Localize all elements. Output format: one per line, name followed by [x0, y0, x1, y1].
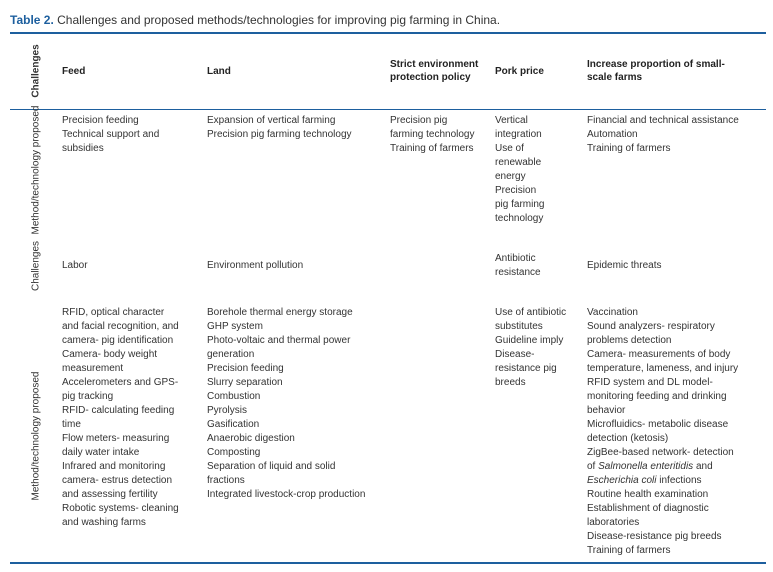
cell-line: time	[62, 419, 81, 430]
row-label-method-1: Method/technology proposed	[30, 105, 42, 235]
cell-line: renewable	[495, 157, 542, 168]
cell-line: breeds	[495, 377, 526, 388]
cell-line: camera- estrus detection	[62, 475, 173, 486]
cell-line: Use of	[495, 143, 524, 154]
text-infections: infections	[656, 475, 702, 486]
cell-line: Pyrolysis	[207, 405, 248, 416]
cell-line: and washing farms	[62, 517, 146, 528]
cell-line: problems detection	[587, 335, 672, 346]
cell-line: Disease-	[495, 349, 535, 360]
cell-line: Flow meters- measuring	[62, 433, 170, 444]
cell-line: Sound analyzers- respiratory	[587, 321, 715, 332]
header-feed: Feed	[62, 66, 86, 77]
cell-line: Microfluidics- metabolic disease	[587, 419, 729, 430]
cell-line: and assessing fertility	[62, 489, 158, 500]
cell-line: Precision pig farming technology	[207, 129, 352, 140]
cell-line: RFID, optical character	[62, 307, 165, 318]
row-label-method-2: Method/technology proposed	[30, 371, 42, 501]
cell-line: behavior	[587, 405, 626, 416]
cell-row3-feed	[62, 306, 179, 530]
text-of: of	[587, 461, 599, 472]
header-line: protection policy	[390, 72, 471, 83]
cell-row1-strict	[390, 114, 475, 156]
cell-line: Integrated livestock-crop production	[207, 489, 366, 500]
cell-row2-feed: Labor	[62, 260, 88, 271]
cell-line: Infrared and monitoring	[62, 461, 166, 472]
table-caption	[10, 13, 500, 27]
header-line: Strict environment	[390, 59, 479, 70]
cell-line: monitoring feeding and drinking	[587, 391, 727, 402]
cell-line: laboratories	[587, 517, 640, 528]
cell-line: Vertical	[495, 115, 528, 126]
cell-line: Financial and technical assistance	[587, 115, 739, 126]
header-line: Increase proportion of small-	[587, 59, 725, 70]
cell-line: Camera- body weight	[62, 349, 158, 360]
cell-line: Borehole thermal energy storage	[207, 307, 353, 318]
cell-line: generation	[207, 349, 255, 360]
cell-line: camera- pig identification	[62, 335, 174, 346]
table-caption-text: Challenges and proposed methods/technologies for improving pig farming in China.	[57, 13, 501, 27]
cell-row3-pork	[495, 306, 566, 390]
cell-row1-land	[207, 114, 352, 142]
cell-line: temperature, lameness, and injury	[587, 363, 739, 374]
cell-line: Disease-resistance pig breeds	[587, 531, 722, 542]
cell-line: Routine health examination	[587, 489, 709, 500]
species-escherichia: Escherichia coli	[587, 475, 657, 486]
cell-row1-pork	[495, 114, 544, 226]
cell-line: Vaccination	[587, 307, 638, 318]
cell-row2-pork	[495, 252, 541, 280]
cell-line: Training of farmers	[587, 545, 671, 556]
cell-line: Antibiotic	[495, 253, 536, 264]
cell-line: Combustion	[207, 391, 261, 402]
cell-line: Anaerobic digestion	[207, 433, 295, 444]
cell-line: Use of antibiotic	[495, 307, 567, 318]
cell-line: Guideline imply	[495, 335, 564, 346]
cell-line: RFID system and DL model-	[587, 377, 713, 388]
cell-line: pig farming	[495, 199, 545, 210]
header-pork-price: Pork price	[495, 66, 544, 77]
cell-line: Precision feeding	[207, 363, 284, 374]
cell-line-salmonella	[587, 460, 738, 474]
cell-line: Slurry separation	[207, 377, 283, 388]
cell-line-escherichia	[587, 474, 738, 488]
cell-row3-small	[587, 306, 738, 558]
cell-line: pig tracking	[62, 391, 114, 402]
cell-row1-small	[587, 114, 739, 156]
cell-line: substitutes	[495, 321, 543, 332]
cell-line: farming technology	[390, 129, 475, 140]
cell-line: measurement	[62, 363, 124, 374]
header-land: Land	[207, 66, 231, 77]
cell-line: Training of farmers	[390, 143, 474, 154]
cell-line: Establishment of diagnostic	[587, 503, 709, 514]
cell-line: subsidies	[62, 143, 104, 154]
cell-line: Separation of liquid and solid	[207, 461, 336, 472]
row-label-challenges-2: Challenges	[30, 240, 42, 292]
cell-line: ZigBee-based network- detection	[587, 447, 734, 458]
cell-row1-feed	[62, 114, 159, 156]
text-and: and	[693, 461, 713, 472]
header-small-scale-farms	[587, 58, 725, 84]
header-line: scale farms	[587, 72, 643, 83]
cell-line: energy	[495, 171, 526, 182]
cell-row3-land	[207, 306, 365, 502]
table-top-rule	[10, 32, 766, 34]
cell-line: Camera- measurements of body	[587, 349, 731, 360]
cell-line: Photo-voltaic and thermal power	[207, 335, 351, 346]
header-strict-environment	[390, 58, 478, 84]
cell-line: daily water intake	[62, 447, 140, 458]
cell-line: and facial recognition, and	[62, 321, 179, 332]
species-salmonella: Salmonella enteritidis	[598, 461, 694, 472]
cell-line: Automation	[587, 129, 638, 140]
cell-line: Accelerometers and GPS-	[62, 377, 179, 388]
cell-line: RFID- calculating feeding	[62, 405, 175, 416]
cell-line: fractions	[207, 475, 245, 486]
table-header-rule	[10, 109, 766, 110]
cell-line: Precision	[495, 185, 537, 196]
cell-row2-small: Epidemic threats	[587, 260, 662, 271]
table-caption-label: Table 2.	[10, 13, 54, 27]
cell-line: Precision feeding	[62, 115, 139, 126]
cell-line: Expansion of vertical farming	[207, 115, 336, 126]
cell-line: Training of farmers	[587, 143, 671, 154]
row-label-challenges-header: Challenges	[30, 44, 42, 98]
cell-line: integration	[495, 129, 542, 140]
cell-line: resistance pig	[495, 363, 557, 374]
cell-line: resistance	[495, 267, 541, 278]
cell-line: Gasification	[207, 419, 260, 430]
cell-line: detection (ketosis)	[587, 433, 669, 444]
cell-line: technology	[495, 213, 544, 224]
table-bottom-rule	[10, 562, 766, 564]
cell-line: Robotic systems- cleaning	[62, 503, 179, 514]
cell-line: Composting	[207, 447, 261, 458]
cell-line: GHP system	[207, 321, 263, 332]
cell-line: Precision pig	[390, 115, 448, 126]
cell-row2-land: Environment pollution	[207, 260, 304, 271]
cell-line: Technical support and	[62, 129, 160, 140]
